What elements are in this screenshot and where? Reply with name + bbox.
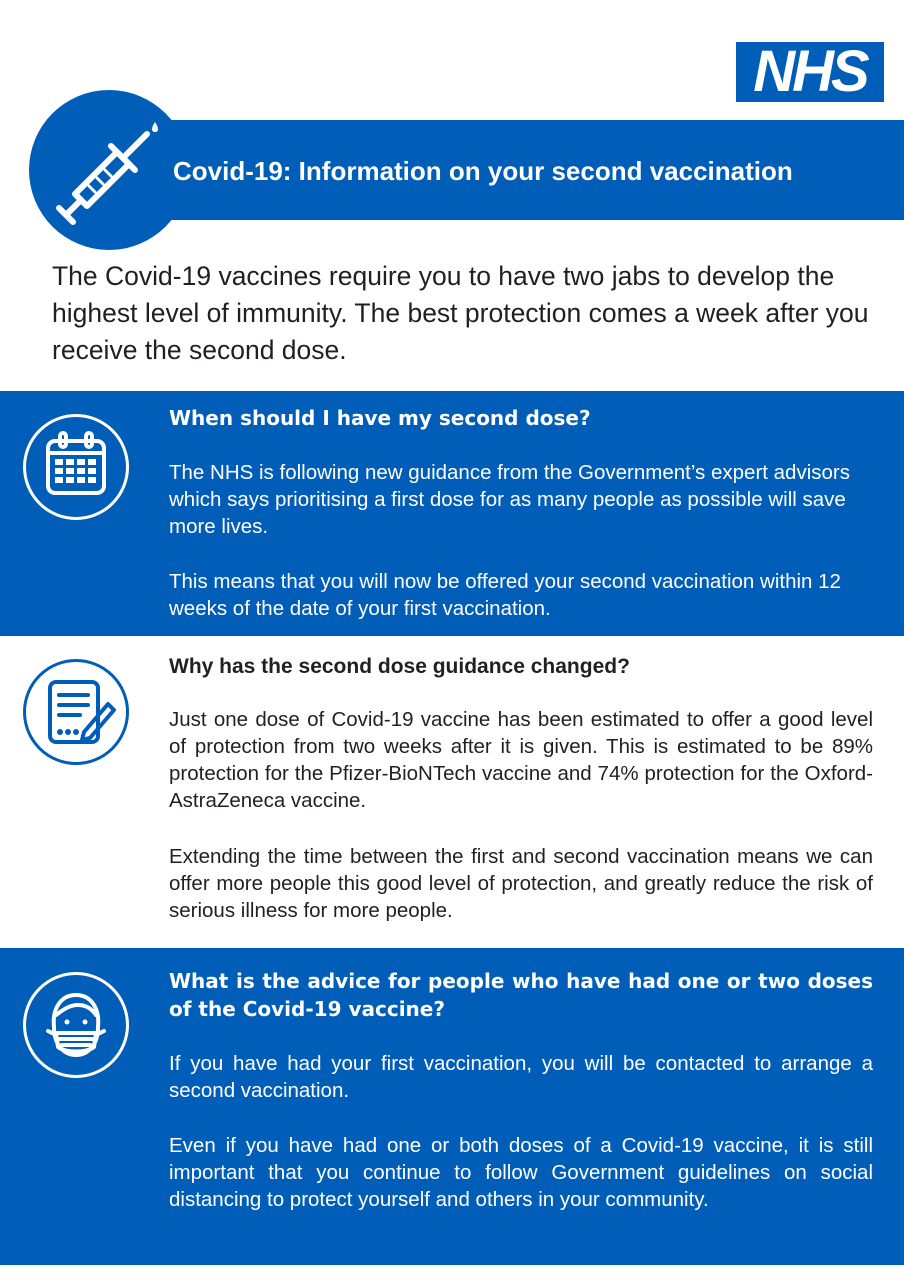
section-vaccinated-advice [0,948,904,1265]
section-heading: Why has the second dose guidance changed? [169,655,630,678]
section-paragraph: This means that you will now be offered your second vaccination within 12 weeks of the date of your first vaccination. [169,570,841,620]
face-mask-icon [26,975,126,1075]
syringe-icon [29,90,189,250]
section-second-dose-timing [0,391,904,636]
section-guidance-change [0,636,904,948]
section-icon-badge [23,972,129,1078]
calendar-icon [26,417,126,517]
section-heading: When should I have my second dose? [169,406,591,430]
section-paragraph: The NHS is following new guidance from the Government’s expert advisors which says prioritising a first dose for as many people as possible will save more lives. [169,461,850,538]
section-paragraph: Even if you have had one or both doses of a Covid-19 vaccine, it is still important that you continue to follow Government guidelines on social distancing to protect yourself and others in your community. [169,1134,873,1211]
intro-text: The Covid-19 vaccines require you to have two jabs to develop the highest level of immunity. The best protection comes a week after you receive the second dose. [52,261,869,365]
section-paragraph: Extending the time between the first and second vaccination means we can offer more people this good level of protection, and greatly reduce the risk of serious illness for more people. [169,845,873,922]
document-pen-icon [26,662,126,762]
nhs-logo: NHS [736,42,884,102]
title-icon-badge [29,90,189,250]
section-icon-badge [23,659,129,765]
section-paragraph: Just one dose of Covid-19 vaccine has been estimated to offer a good level of protection from two weeks after it is given. This is estimated to be 89% protection for the Pfizer-BioNTech vaccine and 74% protection for the Oxford-AstraZeneca vaccine. [169,708,873,812]
section-paragraph: If you have had your first vaccination, you will be contacted to arrange a second vaccination. [169,1052,873,1102]
page-title: Covid-19: Information on your second vaccination [173,156,793,186]
section-icon-badge [23,414,129,520]
section-heading: What is the advice for people who have had one or two doses of the Covid-19 vaccine? [169,969,873,1021]
bottom-margin [0,1265,904,1280]
